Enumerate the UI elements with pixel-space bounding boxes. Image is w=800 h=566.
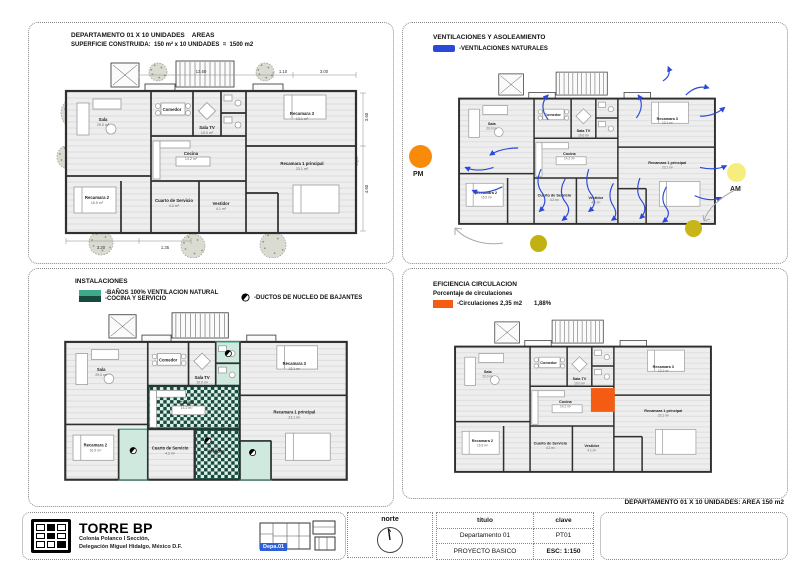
svg-text:14.2 m²: 14.2 m² — [180, 405, 193, 410]
sun-am-label: AM — [730, 186, 741, 193]
bath-highlight — [216, 363, 240, 385]
svg-text:13.1 m²: 13.1 m² — [295, 117, 309, 121]
svg-text:Cuarto de Servicio: Cuarto de Servicio — [155, 198, 193, 203]
svg-text:Cocina: Cocina — [183, 151, 199, 156]
floor-plan-eficiencia — [433, 313, 733, 494]
duct-icon — [241, 293, 250, 302]
room-label — [482, 370, 493, 378]
svg-text:Recamara 2: Recamara 2 — [84, 195, 110, 200]
bath-highlight — [119, 429, 148, 479]
svg-text:Recamara 2: Recamara 2 — [475, 190, 498, 195]
vent-legend-label: -VENTILACIONES NATURALES — [459, 45, 548, 52]
svg-text:Cocina: Cocina — [179, 400, 194, 406]
svg-text:Cuarto de Servicio: Cuarto de Servicio — [151, 445, 189, 451]
svg-text:10.0 m²: 10.0 m² — [200, 131, 214, 135]
tree — [256, 63, 274, 81]
room-label — [573, 377, 587, 385]
room-label — [486, 122, 497, 130]
titleblock-project — [22, 512, 346, 560]
tree — [89, 231, 113, 255]
efi-subtitle: Porcentaje de circulaciones — [433, 291, 513, 298]
footer-note: DEPARTAMENTO 01 X 10 UNIDADES: AREA 150 m2 — [624, 499, 784, 506]
panel-areas — [28, 22, 394, 264]
building-core — [495, 320, 647, 346]
svg-text:16.5 m²: 16.5 m² — [481, 195, 492, 200]
svg-text:Recamara 2: Recamara 2 — [471, 438, 494, 443]
tree — [181, 234, 205, 258]
svg-text:Recamara 3: Recamara 3 — [289, 111, 315, 116]
inst-cocina-label: -COCINA Y SERVICIO — [105, 296, 167, 302]
svg-text:23.1 m²: 23.1 m² — [661, 165, 673, 170]
svg-text:16.5 m²: 16.5 m² — [477, 443, 488, 448]
titleblock-north — [347, 512, 433, 558]
ventilation-arrow — [686, 87, 709, 95]
sun-olive-bottom — [530, 235, 547, 252]
svg-text:4.2 m²: 4.2 m² — [168, 204, 180, 208]
project-logo — [31, 519, 71, 553]
sun-path-arrow-right — [695, 187, 739, 227]
building-core — [499, 72, 651, 98]
inst-cocina-swatch — [79, 296, 101, 302]
ventilation-arrow — [663, 67, 669, 81]
table-cell-titulo-2: PROYECTO BASICO — [437, 544, 534, 559]
areas-subtitle: SUPERFICIE CONSTRUIDA: 150 m² x 10 UNIDADES = 1500 m2 — [71, 42, 254, 49]
project-address-1: Colonia Polanco I Sección, — [79, 536, 150, 543]
svg-text:Sala: Sala — [487, 122, 496, 127]
building-core — [109, 313, 276, 342]
svg-text:23.1 m²: 23.1 m² — [288, 415, 301, 420]
svg-text:4.2 m²: 4.2 m² — [545, 445, 555, 450]
svg-text:13.1 m²: 13.1 m² — [661, 121, 673, 126]
titleblock-empty-box — [600, 512, 788, 560]
sun-am-circle — [727, 163, 746, 182]
svg-text:Recamara 2: Recamara 2 — [83, 442, 108, 448]
svg-text:Sala TV: Sala TV — [199, 125, 215, 130]
svg-text:13.50: 13.50 — [195, 69, 207, 74]
svg-text:Comedor: Comedor — [544, 113, 561, 118]
areas-title: DEPARTAMENTO 01 X 10 UNIDADES AREAS — [71, 32, 215, 39]
svg-text:Vestidor: Vestidor — [212, 201, 230, 206]
efi-legend-swatch — [433, 300, 453, 308]
room-label — [163, 107, 182, 112]
svg-text:Comedor: Comedor — [159, 357, 178, 363]
table-header-titulo: título — [437, 513, 534, 529]
table-header-clave: clave — [534, 513, 593, 529]
svg-text:Sala TV: Sala TV — [572, 377, 587, 382]
svg-text:29.0 m²: 29.0 m² — [482, 374, 494, 379]
svg-text:4.2 m²: 4.2 m² — [165, 451, 176, 456]
svg-text:Recamara 1 principal: Recamara 1 principal — [644, 408, 683, 413]
svg-text:Vestidor: Vestidor — [588, 196, 604, 201]
circulation-highlight — [591, 388, 615, 412]
svg-text:13.1 m²: 13.1 m² — [288, 367, 301, 372]
svg-text:Cuarto de Servicio: Cuarto de Servicio — [537, 193, 572, 198]
svg-text:3.20: 3.20 — [96, 245, 106, 250]
project-name: TORRE BP — [79, 519, 153, 536]
panel-ventilaciones — [402, 22, 788, 264]
room-label — [559, 400, 573, 408]
svg-text:3.00: 3.00 — [319, 69, 329, 74]
project-address-2: Delegación Miguel Hidalgo, México D.F. — [79, 543, 182, 550]
room-label — [544, 113, 561, 117]
key-plan — [259, 520, 337, 552]
svg-text:Vestidor: Vestidor — [207, 448, 224, 454]
sun-path-arrow-left — [449, 221, 507, 247]
svg-text:Recamara 1 principal: Recamara 1 principal — [648, 160, 687, 165]
table-cell-titulo-1: Departamento 01 — [437, 529, 534, 545]
svg-text:Cuarto de Servicio: Cuarto de Servicio — [533, 441, 568, 446]
svg-text:16.5 m²: 16.5 m² — [90, 201, 104, 205]
svg-text:23.1 m²: 23.1 m² — [295, 167, 309, 171]
svg-text:4.1 m²: 4.1 m² — [215, 207, 227, 211]
panel-instalaciones — [28, 268, 394, 507]
svg-text:Recamara 3: Recamara 3 — [652, 364, 674, 369]
svg-text:Cocina: Cocina — [563, 152, 576, 157]
sun-pm-circle — [409, 145, 432, 168]
titleblock-table — [436, 512, 594, 560]
inst-ductos-label: -DUCTOS DE NUCLEO DE BAJANTES — [254, 294, 363, 301]
inst-banos-label: -BAÑOS 100% VENTILACION NATURAL — [105, 290, 219, 296]
svg-text:4.1 m²: 4.1 m² — [587, 448, 597, 453]
svg-text:14.2 m²: 14.2 m² — [560, 404, 571, 409]
svg-text:Sala: Sala — [483, 370, 492, 375]
svg-text:Recamara 1 principal: Recamara 1 principal — [280, 161, 324, 166]
vent-legend-swatch — [433, 45, 455, 52]
svg-text:4.2 m²: 4.2 m² — [549, 197, 559, 202]
svg-text:Recamara 3: Recamara 3 — [656, 116, 678, 121]
svg-text:4.60: 4.60 — [364, 184, 369, 194]
svg-text:4.1 m²: 4.1 m² — [210, 454, 221, 459]
svg-text:16.5 m²: 16.5 m² — [89, 448, 102, 453]
floor-plan-ventilaciones — [437, 65, 737, 246]
efi-legend-pct: 1,88% — [534, 301, 552, 308]
svg-text:14.2 m²: 14.2 m² — [184, 157, 198, 161]
tree — [260, 232, 286, 258]
key-plan-highlight-label: Depa.01 — [260, 543, 287, 551]
table-cell-clave-1: PT01 — [534, 529, 593, 545]
tree — [149, 63, 167, 81]
svg-text:Sala TV: Sala TV — [194, 374, 210, 380]
svg-text:29.0 m²: 29.0 m² — [96, 123, 110, 127]
svg-text:29.0 m²: 29.0 m² — [486, 126, 498, 131]
inst-title: INSTALACIONES — [75, 278, 128, 285]
svg-text:Comedor: Comedor — [540, 361, 557, 366]
svg-text:1.35: 1.35 — [160, 245, 170, 250]
room-label — [180, 400, 195, 410]
svg-text:Recamara 3: Recamara 3 — [282, 361, 306, 367]
svg-text:Cocina: Cocina — [559, 400, 572, 405]
bath-highlight — [240, 441, 271, 480]
floor-plan-instalaciones — [41, 305, 371, 504]
svg-text:10.0 m²: 10.0 m² — [196, 380, 209, 385]
svg-text:Vestidor: Vestidor — [584, 444, 600, 449]
room-label — [577, 129, 591, 137]
svg-text:Comedor: Comedor — [162, 107, 182, 112]
floor-plan-areas — [41, 53, 381, 258]
svg-text:10.0 m²: 10.0 m² — [578, 133, 589, 138]
svg-text:14.2 m²: 14.2 m² — [564, 156, 575, 161]
svg-text:Recamara 1 principal: Recamara 1 principal — [273, 409, 316, 415]
svg-text:Sala: Sala — [98, 117, 108, 122]
panel-eficiencia — [402, 268, 788, 499]
svg-text:10.0 m²: 10.0 m² — [574, 381, 585, 386]
vent-title: VENTILACIONES Y ASOLEAMIENTO — [433, 34, 546, 41]
north-compass-icon — [374, 523, 406, 555]
svg-text:1.10: 1.10 — [278, 69, 288, 74]
svg-text:3.60: 3.60 — [364, 112, 369, 122]
room-label — [159, 357, 178, 362]
efi-title: EFICIENCIA CIRCULACION — [433, 281, 517, 288]
room-label — [195, 375, 210, 385]
room-label — [540, 361, 557, 365]
table-cell-clave-2: ESC: 1:150 — [546, 548, 581, 556]
north-label: norte — [381, 516, 399, 523]
svg-text:4.1 m²: 4.1 m² — [591, 200, 601, 205]
efi-legend-label: -Circulaciones 2,35 m2 — [457, 301, 523, 308]
svg-text:29.0 m²: 29.0 m² — [95, 372, 108, 377]
svg-text:Sala TV: Sala TV — [576, 129, 591, 134]
svg-text:Sala: Sala — [96, 367, 106, 373]
room-label — [563, 152, 577, 160]
svg-text:13.1 m²: 13.1 m² — [657, 369, 669, 374]
sun-pm-label: PM — [413, 171, 424, 178]
svg-text:23.1 m²: 23.1 m² — [657, 413, 669, 418]
